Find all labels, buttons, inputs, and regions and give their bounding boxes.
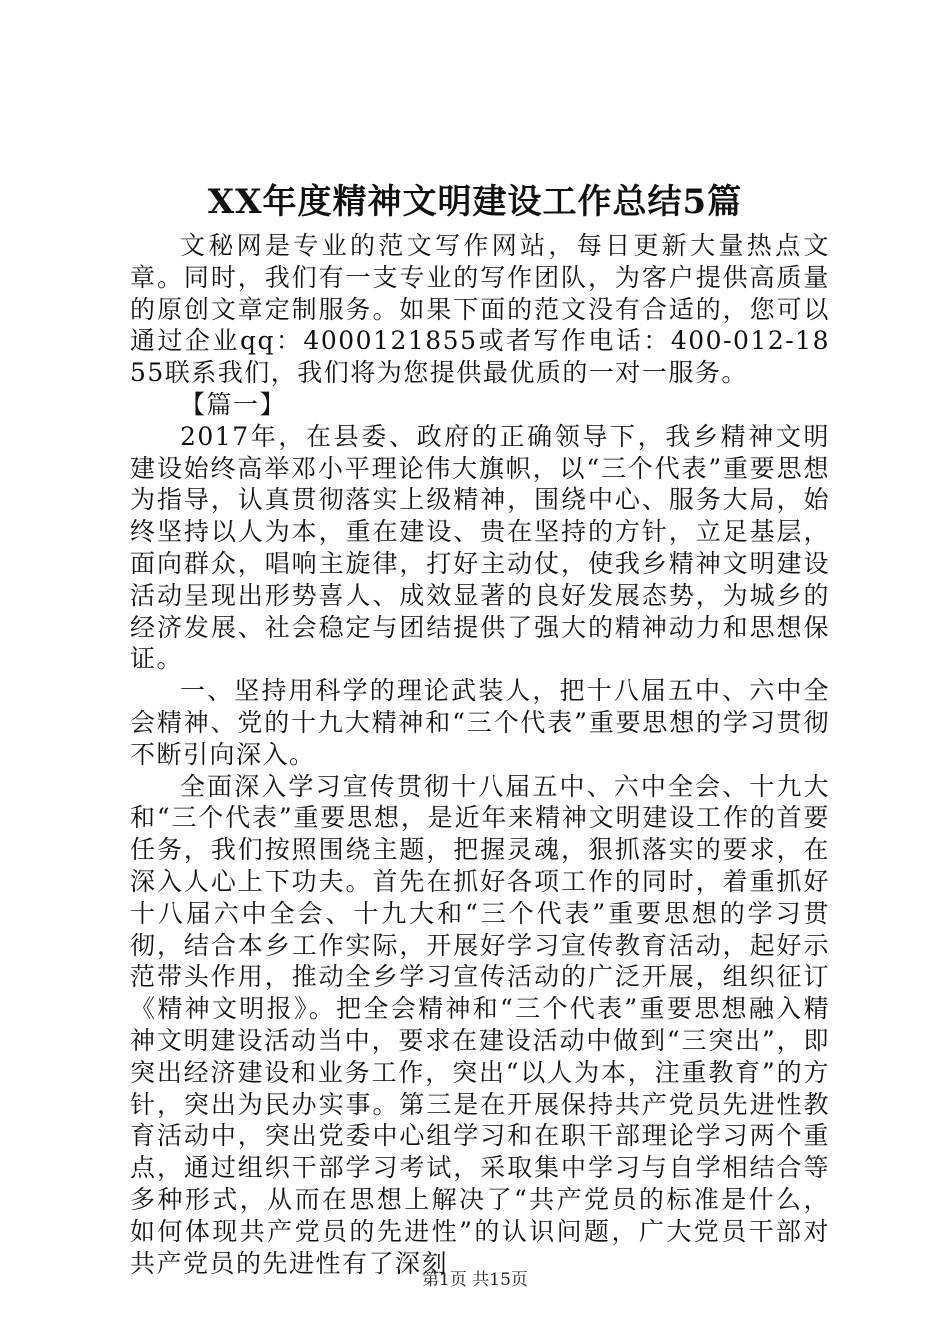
page-footer: 第1页 共15页	[422, 1270, 528, 1290]
intro-paragraph: 文秘网是专业的范文写作网站，每日更新大量热点文章。同时，我们有一支专业的写作团队，为客户提供高质量的原创文章定制服务。如果下面的范文没有合适的，您可以通过企业qq：4000121855或者写作电话：400-012-1855联系我们，我们将为您提供最优质的一对一服务。	[130, 231, 830, 388]
document-title: XX年度精神文明建设工作总结5篇	[207, 182, 743, 222]
body-paragraph: 2017年，在县委、政府的正确领导下，我乡精神文明建设始终高举邓小平理论伟大旗帜，以“三个代表”重要思想为指导，认真贯彻落实上级精神，围绕中心、服务大局，始终坚持以人为本，重在建设、贵在坚持的方针，立足基层，面向群众，唱响主旋律，打好主动仗，使我乡精神文明建设活动呈现出形势喜人、成效显著的良好发展态势，为城乡的经济发展、社会稳定与团结提供了强大的精神动力和思想保证。	[130, 421, 830, 674]
section-heading: 【篇一】	[180, 389, 287, 419]
body-paragraph: 一、坚持用科学的理论武装人，把十八届五中、六中全会精神、党的十九大精神和“三个代表”重要思想的学习贯彻不断引向深入。	[130, 676, 830, 769]
body-paragraph: 全面深入学习宣传贯彻十八届五中、六中全会、十九大和“三个代表”重要思想，是近年来精神文明建设工作的首要任务，我们按照围绕主题，把握灵魂，狠抓落实的要求，在深入人心上下功夫。首先在抓好各项工作的同时，着重抓好十八届六中全会、十九大和“三个代表”重要思想的学习贯彻，结合本乡工作实际，开展好学习宣传教育活动，起好示范带头作用，推动全乡学习宣传活动的广泛开展，组织征订《精神文明报》。把全会精神和“三个代表”重要思想融入精神文明建设活动当中，要求在建设活动中做到“三突出”，即突出经济建设和业务工作，突出“以人为本，注重教育”的方针，突出为民办实事。第三是在开展保持共产党员先进性教育活动中，突出党委中心组学习和在职干部理论学习两个重点，通过组织干部学习考试，采取集中学习与自学相结合等多种形式，从而在思想上解决了“共产党员的标准是什么，如何体现共产党员的先进性”的认识问题，广大党员干部对共产党员的先进性有了深刻	[130, 771, 830, 1278]
document-body	[130, 230, 830, 1279]
